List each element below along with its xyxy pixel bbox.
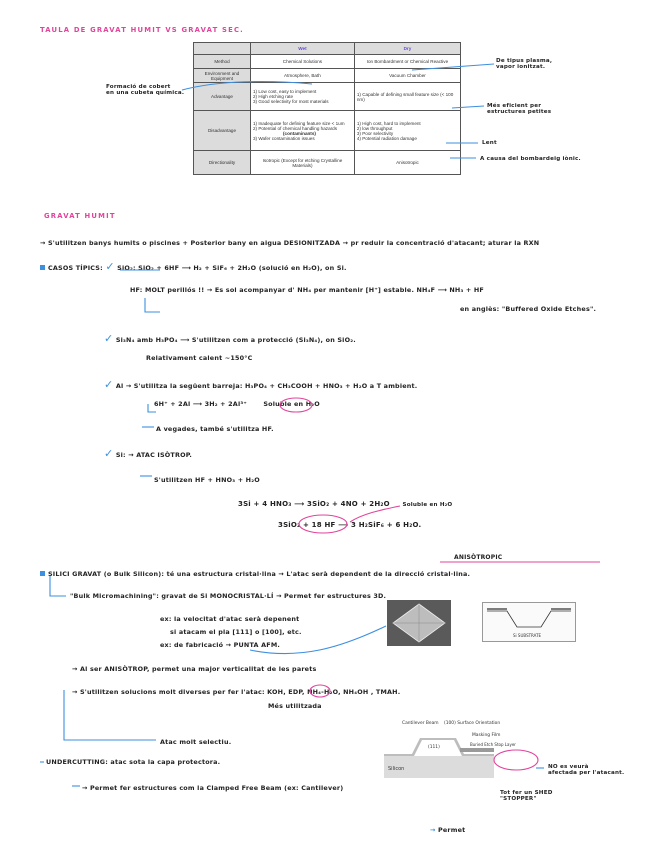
cell-note: (contaminants) [283,130,316,136]
cases-label: CASOS TÍPICS: [48,264,103,272]
note-line-13: 3SiO₂ + 18 HF ⟶ 3 H₂SiF₆ + 6 H₂O. [278,521,422,529]
highlight-circle-al [280,398,312,412]
note-line-6: Relativament calent ~150°C [146,354,253,362]
note-line: Formació de cobert [106,84,171,90]
note-line-11: S'utilitzen HF + HNO₃ + H₂O [154,476,260,484]
cell-dry: Ion Bombardment or Chemical Reactive [354,55,460,69]
note-line-15: "Bulk Micromachining": gravat de Si MONOCRISTAL·LÍ → Permet fer estructures 3D. [70,592,387,600]
note-line-16: ex: la velocitat d'atac serà depenent [160,615,300,623]
note-line-1: → S'utilitzen banys humits o piscines + Posterior bany en aigua DESIONITZADA → pr reduir la concentració d'atacant; aturar la RXN [40,239,540,247]
bulk-silicon-line: SILICI GRAVAT (o Bulk Silicon): té una estructura cristal·lina → L'atac serà dependent de la direcció cristal·lina. [48,570,471,578]
table-header-dry: Dry [354,43,460,55]
arrow-advantage [452,106,484,108]
note-line-3: HF: MOLT perillós !! → Es sol acompanyar d' NH₄ per mantenir [H⁺] estable. NH₄F ⟶ NH₃ + HF [130,286,484,294]
cell-wet: Isotropic (Except for etching Crystalline Materials) [251,151,355,175]
label-111: (111) [428,745,440,750]
label-silicon: Silicon [388,766,405,772]
label-masking: Masking Film [472,733,501,738]
note-line: en una cubeta química. [106,90,185,96]
arrow-hf [145,298,160,312]
note-line: Més eficient per [487,103,542,109]
table-header-wet: Wet [251,43,355,55]
note-line-4: en anglès: "Buffered Oxide Etches". [460,305,597,313]
margin-note-damage: A causa del bombardeig iònic. [480,156,581,162]
cell-line: 1) Low cost, easy to implement [253,89,317,94]
cell-line: 3) Poor selectivity [356,130,394,136]
aluminium-line: Al → S'utilitza la següent barreja: H₃PO₄ + CH₃COOH + HNO₃ + H₂O a T ambient. [115,382,418,390]
si-equation-1: 3Si + 4 HNO₃ ⟶ 3SiO₂ + 4NO + 2H₂O [238,500,390,508]
note-line: estructures petites [487,109,552,115]
note-line-18: ex: de fabricació → PUNTA AFM. [160,641,281,649]
row-label: Disadvantage [194,111,251,151]
sio2-equation: SiO₂: SiO₂ + 6HF ⟶ H₂ + SiF₆ + 2H₂O (solució en H₂O), on Si. [117,264,347,272]
label-stop: Buried Etch Stop Layer [470,742,516,747]
note-line-22: Atac molt selectiu. [160,738,232,746]
si-line: Si: → ATAC ISÒTROP. [115,451,193,459]
label-cantilever: Cantilever Beam [402,721,439,726]
checkmark-icon: ✓ [104,332,114,345]
arrow-env [182,82,312,90]
cell-line: 1) Capable of defining small feature size (< 100 nm) [356,91,454,102]
note-line-17: si atacam el pla [111] o [100], etc. [170,628,302,636]
note-line-24: → Permet fer estructures com la Clamped Free Beam (ex: Cantilever) [82,784,344,792]
cell-line: 4) Potential radiation damage [356,135,417,141]
note-line-9: A vegades, també s'utilitza HF. [156,425,274,433]
diagram1-label: Si SUBSTRATE [513,633,542,638]
row-label: Directionality [194,151,251,175]
checkmark-icon: ✓ [104,378,114,391]
margin-note-low: Lent [482,140,497,146]
arrow-afm [250,626,386,654]
checkmark-icon: ✓ [104,447,114,460]
note-line: "STOPPER" [500,796,537,802]
note-line: NO es veurà [548,764,589,770]
cell-line: 2) low throughput [356,125,393,131]
row-label: Advantage [194,83,251,111]
cell-line: 1) High cost, hard to implement [356,120,421,126]
cell-line: 2) Potential of chemical handling hazards [253,125,338,131]
notes-heading: GRAVAT HUMIT [44,212,116,220]
highlight-circle-stop [494,750,538,770]
si-note: Soluble en H₂O [402,502,453,508]
cell-wet: Atmosphere, Bath [251,69,355,83]
si3n4-line: Si₃N₄ amb H₃PO₄ ⟶ S'utilitzen com a protecció (Si₃N₄), on SiO₂. [115,336,356,344]
arrow-atac [64,690,156,740]
checkmark-icon: ✓ [105,260,115,273]
note-line: afectada per l'atacant. [548,770,625,776]
note-line-23: UNDERCUTTING: atac sota la capa protectora. [46,758,221,766]
cell-line: 2) High etching rate [253,94,294,99]
cell-line: 3) Good selectivity for most materials [253,99,329,104]
anisotropic-label: ANISÒTROPIC [454,554,503,561]
note-line-20: → S'utilitzen solucions molt diverses per fer l'atac: KOH, EDP, NH₄-H₂O, NH₄OH , TMAH. [72,688,401,696]
note-line-19: → Al ser ANISÒTROP, permet una major verticalitat de les parets [72,665,317,673]
row-label: Method [194,55,251,69]
cell-dry: Vacuum Chamber [354,69,460,83]
highlight-circle-koh [310,685,330,697]
note-line: vapor ionitzat. [496,64,546,70]
permet-label: Permet [438,826,466,834]
note-line: Tot fer un SHED [500,790,553,796]
cell-dry: Anisotropic [354,151,460,175]
pink-arrow [350,506,400,522]
al-note: Soluble en H₂O [263,400,320,408]
note-line-21: Més utilitzada [268,702,322,710]
cell-line: 3) Wafer contamination issues [253,135,315,141]
label-orientation: (100) Surface Orientation [444,721,501,726]
row-label: Environment and Equipment [194,69,251,83]
highlight-circle-h2sif6 [299,515,347,533]
arrow-bulk [50,576,66,596]
arrow-method [412,64,494,70]
section-title: TAULA DE GRAVAT HUMIT VS GRAVAT SEC. [40,26,244,34]
cell-wet: Chemical Solutions [251,55,355,69]
arrow-icon: → [430,826,436,834]
al-equation: 6H⁺ + 2Al ⟶ 3H₂ + 2Al³⁺ [154,400,247,408]
note-line: De tipus plasma, [496,58,553,64]
cell-line: 1) Inadequate for defining feature size < 1um [253,120,345,126]
arrow-al [148,404,156,412]
